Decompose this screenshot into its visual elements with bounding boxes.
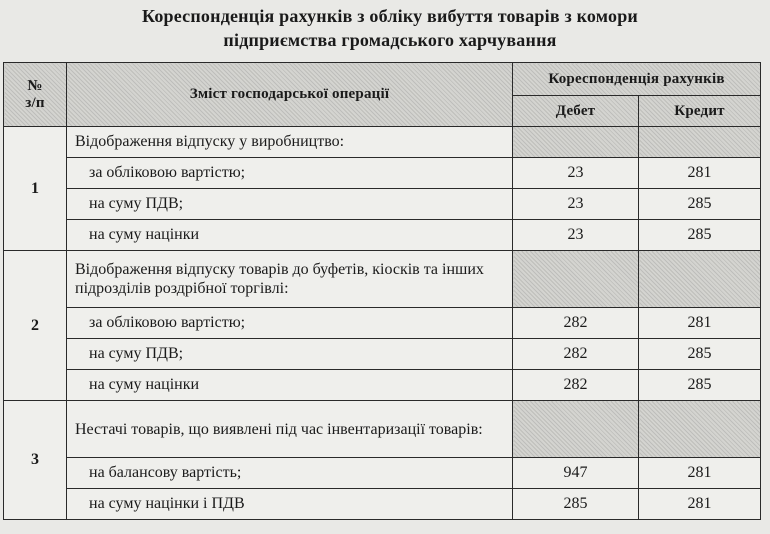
- debit-cell: 282: [513, 339, 639, 370]
- table-row: [4, 458, 761, 489]
- debit-cell: 947: [513, 458, 639, 489]
- correspondence-table: [3, 62, 761, 520]
- operation-text: на суму ПДВ;: [67, 189, 513, 220]
- debit-cell: 23: [513, 220, 639, 251]
- operation-text: за обліковою вартістю;: [67, 158, 513, 189]
- header-number: № з/п: [4, 63, 67, 127]
- row-number: 2: [4, 251, 67, 401]
- credit-cell: 281: [639, 158, 761, 189]
- group-heading: Відображення відпуску товарів до буфетів, кіосків та інших підрозділів роздрібної торгівлі:: [67, 251, 513, 308]
- operation-text: на суму націнки: [67, 220, 513, 251]
- debit-cell: 282: [513, 370, 639, 401]
- table-row: [4, 401, 761, 458]
- group-heading: Нестачі товарів, що виявлені під час інвентаризації товарів:: [67, 401, 513, 458]
- debit-cell: 282: [513, 308, 639, 339]
- group-heading: Відображення відпуску у виробництво:: [67, 127, 513, 158]
- table-row: [4, 189, 761, 220]
- operation-text: на суму ПДВ;: [67, 339, 513, 370]
- debit-cell: 285: [513, 489, 639, 520]
- operation-text: на суму націнки: [67, 370, 513, 401]
- operation-text: на балансову вартість;: [67, 458, 513, 489]
- header-credit: Кредит: [639, 96, 761, 127]
- row-number: 3: [4, 401, 67, 520]
- header-account-correspondence: Кореспонденція рахунків: [513, 63, 761, 96]
- table-row: [4, 339, 761, 370]
- credit-cell: 281: [639, 489, 761, 520]
- credit-cell: 281: [639, 308, 761, 339]
- row-number: 1: [4, 127, 67, 251]
- credit-cell: 285: [639, 339, 761, 370]
- credit-cell: 285: [639, 189, 761, 220]
- table-title: [40, 4, 740, 52]
- operation-text: за обліковою вартістю;: [67, 308, 513, 339]
- header-debit: Дебет: [513, 96, 639, 127]
- credit-cell: 285: [639, 370, 761, 401]
- table-row: [4, 308, 761, 339]
- debit-cell: 23: [513, 189, 639, 220]
- table-row: [4, 127, 761, 158]
- credit-cell: 281: [639, 458, 761, 489]
- table-row: [4, 370, 761, 401]
- table-row: [4, 489, 761, 520]
- table-row: [4, 220, 761, 251]
- table-row: [4, 251, 761, 308]
- table-row: [4, 158, 761, 189]
- title-line-1: Кореспонденція рахунків з обліку вибуття товарів з комори: [141, 6, 638, 26]
- operation-text: на суму націнки і ПДВ: [67, 489, 513, 520]
- credit-cell: 285: [639, 220, 761, 251]
- header-operation-content: Зміст господарської операції: [67, 63, 513, 127]
- title-line-2: підприємства громадського харчування: [223, 30, 557, 50]
- debit-cell: 23: [513, 158, 639, 189]
